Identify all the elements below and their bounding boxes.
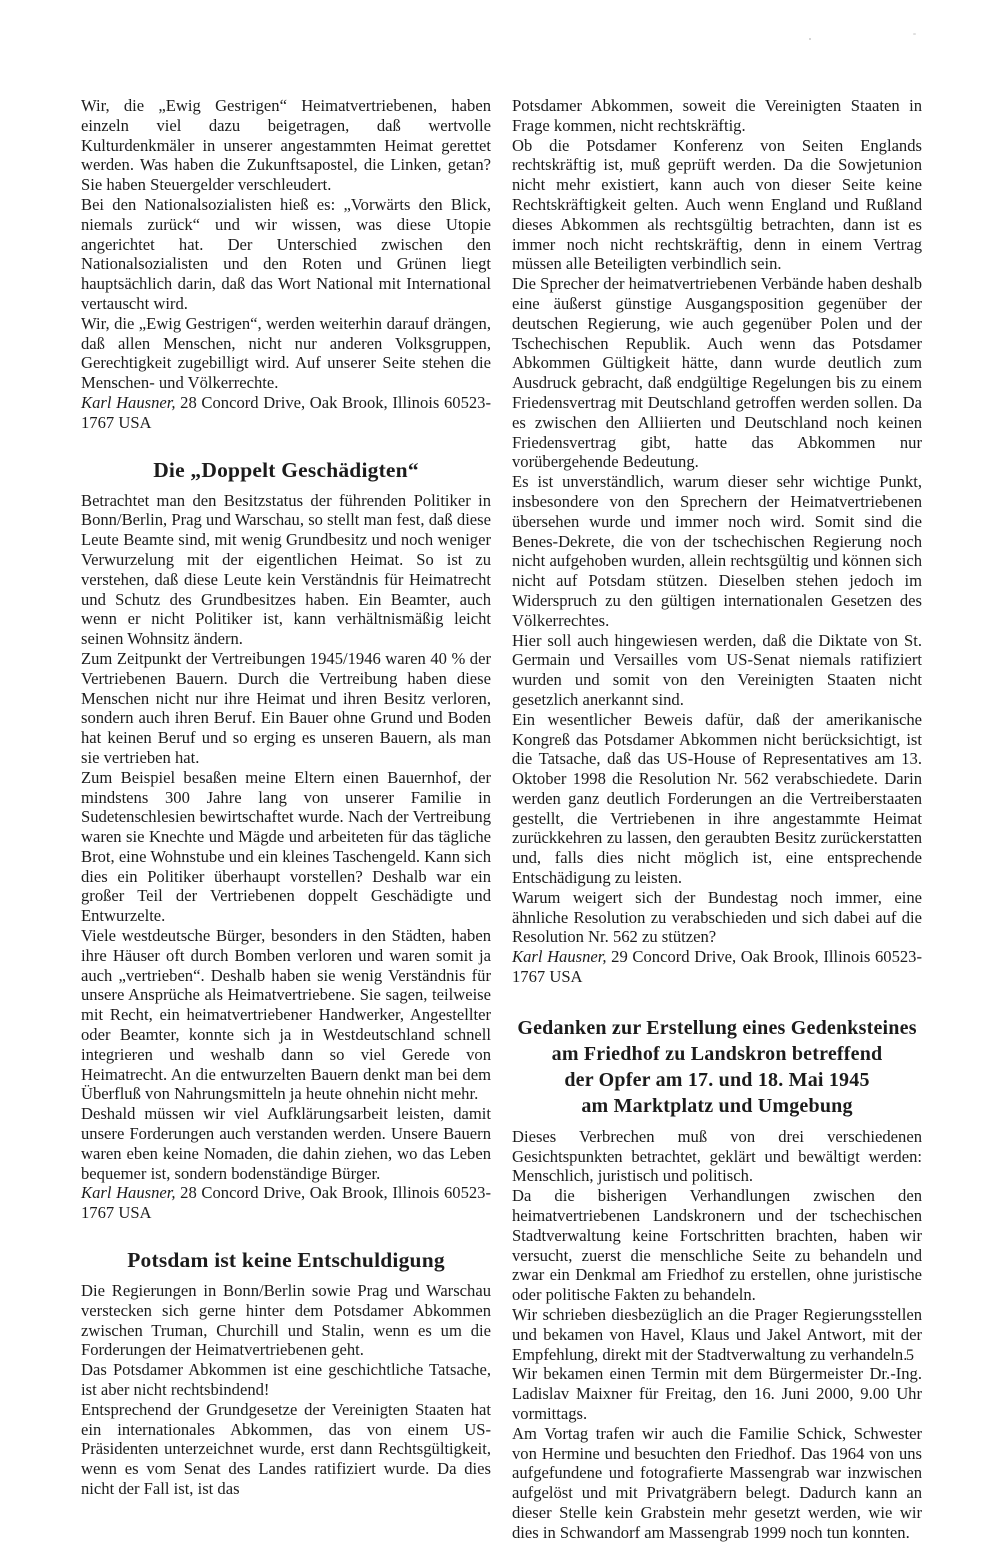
author-name: Karl Hausner, — [81, 392, 176, 412]
paragraph: Entsprechend der Grundgesetze der Vereinigten Staaten hat ein internationales Abkommen, das von einem US-Präsidenten unterzeichnet wurde, erst dann Rechtsgültigkeit, wenn es vom Senat des Landes ratifiziert wurde. Da dies nicht der Fall ist, ist das — [81, 1399, 491, 1498]
paragraph: Es ist unverständlich, warum dieser sehr wichtige Punkt, insbesondere von den Sprechern der Heimatvertriebenen übersehen wurde und immer noch wird. Somit sind die Benes-Dekrete, die von der tschechischen Regierung noch nicht aufgehoben wurden, allein rechtsgültig und können sich nicht auf Potsdam stützen. Dieselben stehen jedoch im Widerspruch zu den gültigen internationalen Gesetzen des Völkerrechtes. — [512, 472, 922, 630]
paragraph: Betrachtet man den Besitzstatus der führenden Politiker in Bonn/Berlin, Prag und Warschau, so stellt man fest, daß diese Leute Beamte sind, mit wenig Grundbesitz und noch weniger Verwurzelung mit der eigentlichen Heimat. So ist zu verstehen, daß diese Leute kein Verständnis für Heimatrecht und Schutz des Grundbesitzes haben. Ein Beamter, auch wenn er nicht Politiker ist, kann verhältnismäßig leicht seinen Wohnsitz ändern. — [81, 490, 491, 649]
paragraph: Ein wesentlicher Beweis dafür, daß der amerikanische Kongreß das Potsdamer Abkommen nicht berücksichtigt, ist die Tatsache, daß das US-House of Representatives am 13. Oktober 1998 die Resolution Nr. 562 verabschiedete. Darin werden ganz deutlich Forderungen an die Vertreiberstaaten gestellt, die Vertriebenen in ihre angestammte Heimat zurückkehren zu lassen, den geraubten Besitz zurückerstatten und, falls dies nicht möglich ist, eine entsprechende Entschädigung zu leisten. — [512, 709, 922, 888]
section-heading — [512, 1015, 922, 1119]
page-number: 5 — [906, 1347, 914, 1364]
paragraph: Dieses Verbrechen muß von drei verschiedenen Gesichtspunkten betrachtet, geklärt und bewältigt werden: Menschlich, juristisch und politisch. — [512, 1126, 922, 1186]
scan-speck — [913, 33, 916, 35]
paragraph: Ob die Potsdamer Konferenz von Seiten Englands rechtskräftig ist, muß geprüft werden. Da die Sowjetunion nicht mehr existiert, kann auch von dieser Seite keine Rechtskräftigkeit gelten. Auch wenn England und Rußland dieses Abkommen als rechtsgültig betrachten, dann ist es immer noch nicht rechtskräftig, denn in einem Vertrag müssen alle Beteiligten verbindlich sein. — [512, 135, 922, 274]
paragraph: Zum Beispiel besaßen meine Eltern einen Bauernhof, der mindstens 300 Jahre lang von unserer Familie in Sudetenschlesien bewirtschaftet wurde. Nach der Vertreibung waren sie Knechte und Mägde und arbeiteten für das tägliche Brot, eine Wohnstube und ein kleines Taschengeld. Kann sich dies ein Politiker überhaupt vorstellen? Deshalb war ein großer Teil der Vertriebenen doppelt Geschädigte und Entwurzelte. — [81, 767, 491, 926]
author-signature: Karl Hausner, 28 Concord Drive, Oak Brook, Illinois 60523-1767 USA — [81, 1183, 491, 1223]
author-signature: Karl Hausner, 29 Concord Drive, Oak Brook, Illinois 60523-1767 USA — [512, 947, 922, 987]
author-signature: Karl Hausner, 28 Concord Drive, Oak Brook, Illinois 60523-1767 USA — [81, 392, 491, 432]
paragraph: Wir, die „Ewig Gestrigen“, werden weiterhin darauf drängen, daß allen Menschen, nicht nur anderen Volksgruppen, Gerechtigkeit zugebilligt wird. Auf unserer Seite stehen die Menschen- und Völkerrechte. — [81, 313, 491, 393]
paragraph: Die Sprecher der heimatvertriebenen Verbände haben deshalb eine äußerst günstige Ausgangsposition gegenüber der deutschen Regierung, wie auch gegenüber Polen und der Tschechischen Republik. Auch wenn das Potsdamer Abkommen Gültigkeit hätte, dann wurde deutlich zum Ausdruck gebracht, daß endgültige Regelungen bis zu einem Friedensvertrag mit Deutschland getroffen werden sollen. Da es zwischen den Alliierten und Deutschland noch keinen Friedensvertrag gibt, hatte das Abkommen nur vorübergehende Bedeutung. — [512, 274, 922, 472]
paragraph: Zum Zeitpunkt der Vertreibungen 1945/1946 waren 40 % der Vertriebenen Bauern. Durch die Vertreibung haben diese Menschen nicht nur ihre Heimat und ihren Besitz verloren, sondern auch ihren Beruf. Ein Bauer ohne Grund und Boden hat keinen Beruf und so erging es unseren Bauern, als man sie vertrieben hat. — [81, 648, 491, 767]
author-name: Karl Hausner, — [512, 947, 607, 967]
section-heading-line: der Opfer am 17. und 18. Mai 1945 — [564, 1068, 870, 1091]
paragraph: Hier soll auch hingewiesen werden, daß die Diktate von St. Germain und Versailles vom US-Senat niemals ratifiziert wurden und somit von den Vereinigten Staaten nicht gesetzlich anerkannt sind. — [512, 630, 922, 709]
paragraph: Viele westdeutsche Bürger, besonders in den Städten, haben ihre Häuser oft durch Bomben verloren und waren somit ja auch „vertrieben“. Deshalb haben sie wenig Verständnis für unsere Ansprüche als Heimatvertriebene. Sie sagen, teilweise mit Recht, ein heimatvertriebener Handwerker, Angestellter oder Beamter, konnte sich ja in Westdeutschland schnell integrieren und weshalb dann so viel Gerede von Heimatrecht. An die entwurzelten Bauern denkt man bei dem Überfluß von Nahrungsmitteln ja heute ohnehin nicht mehr. — [81, 926, 491, 1104]
paragraph: Wir schrieben diesbezüglich an die Prager Regierungsstellen und bekamen von Havel, Klaus und Jakel Antwort, mit der Empfehlung, direkt mit der Stadtverwaltung zu verhandeln. — [512, 1305, 922, 1364]
paragraph: Wir bekamen einen Termin mit dem Bürgermeister Dr.-Ing. Ladislav Maixner für Freitag, den 16. Juni 2000, 9.00 Uhr vormittags. — [512, 1364, 922, 1424]
text-column-right — [512, 96, 922, 1543]
text-column-left — [81, 96, 491, 1499]
paragraph: Das Potsdamer Abkommen ist eine geschichtliche Tatsache, ist aber nicht rechtsbindend! — [81, 1360, 491, 1400]
section-heading-line: Gedanken zur Erstellung eines Gedenksteines — [517, 1016, 917, 1039]
author-name: Karl Hausner, — [81, 1183, 176, 1203]
paragraph: Warum weigert sich der Bundestag noch immer, eine ähnliche Resolution zu verabschieden und sich dabei auf die Resolution Nr. 562 zu stützen? — [512, 887, 922, 947]
section-heading-line: am Marktplatz und Umgebung — [581, 1094, 853, 1117]
paragraph: Wir, die „Ewig Gestrigen“ Heimatvertriebenen, haben einzeln viel dazu beigetragen, daß wertvolle Kulturdenkmäler in unserer angestammten Heimat gerettet werden. Was haben die Zukunftsapostel, die Linken, getan? Sie haben Steuergelder verschleudert. — [81, 96, 491, 195]
paragraph: Potsdamer Abkommen, soweit die Vereinigten Staaten in Frage kommen, nicht rechtskräftig. — [512, 96, 922, 135]
paragraph: Am Vortag trafen wir auch die Familie Schick, Schwester von Hermine und besuchten den Friedhof. Das 1964 von uns aufgefundene und fotografierte Massengrab war inzwischen aufgelöst und mit Privatgräbern belegt. Dadurch kann an dieser Stelle kein Grabstein mehr gesetzt werden, wie wir dies in Schwandorf am Massengrab 1999 noch tun konnten. — [512, 1423, 922, 1542]
paragraph: Da die bisherigen Verhandlungen zwischen den heimatvertriebenen Landskronern und der tschechischen Stadtverwaltung keine Fortschritten brachten, haben wir versucht, zuerst die menschliche Seite zu behandeln und zwar ein Denkmal am Friedhof zu erstellen, ohne juristische oder politische Fakten zu behandeln. — [512, 1186, 922, 1305]
scan-speck — [809, 38, 811, 40]
paragraph: Deshald müssen wir viel Aufklärungsarbeit leisten, damit unsere Forderungen auch verstanden werden. Unsere Bauern waren eben keine Nomaden, die dahin ziehen, wo das Leben bequemer ist, sondern bodenständige Bürger. — [81, 1104, 491, 1183]
section-heading: Die „Doppelt Geschädigten“ — [153, 457, 419, 482]
paragraph: Die Regierungen in Bonn/Berlin sowie Prag und Warschau verstecken sich gerne hinter dem Potsdamer Abkommen zwischen Truman, Churchill und Stalin, wenn es um die Forderungen der Heimatvertriebenen geht. — [81, 1281, 491, 1360]
paragraph: Bei den Nationalsozialisten hieß es: „Vorwärts den Blick, niemals zurück“ und wir wissen, was diese Utopie angerichtet hat. Der Unterschied zwischen den Nationalsozialisten und den Roten und Grünen liegt hauptsächlich darin, daß das Wort National mit International vertauscht wird. — [81, 194, 491, 313]
section-heading: Potsdam ist keine Entschuldigung — [127, 1248, 445, 1273]
section-heading-line: am Friedhof zu Landskron betreffend — [551, 1042, 883, 1065]
